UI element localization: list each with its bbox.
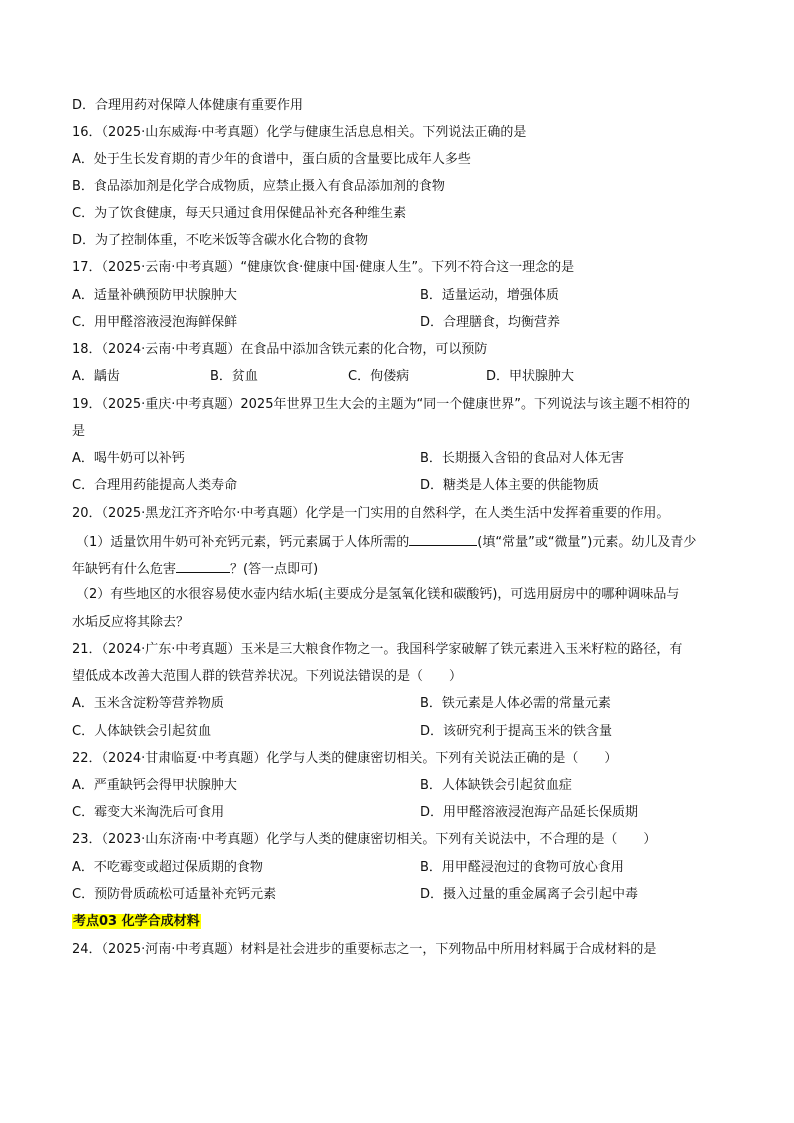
- question-19-options-row-2: [72, 476, 600, 496]
- question-17-options-row-1: [72, 286, 559, 306]
- question-21-options-row-1: [72, 694, 611, 714]
- question-21-option-c: C．人体缺铁会引起贫血: [72, 724, 212, 739]
- question-21-options-row-2: [72, 722, 613, 742]
- question-17-options-row-2: [72, 313, 561, 333]
- question-20-part-1-text-c: 年缺钙有什么危害: [72, 562, 177, 577]
- question-19-option-c: C．合理用药能提高人类寿命: [72, 478, 238, 493]
- question-18-options-row: [72, 367, 575, 387]
- question-17-option-c: C．用甲醛溶液浸泡海鲜保鲜: [72, 315, 238, 330]
- question-19-option-a: A．喝牛奶可以补钙: [72, 451, 185, 466]
- question-21-stem-line-1: 21．（2024·广东·中考真题）玉米是三大粮食作物之一。我国科学家破解了铁元素进入玉米籽粒的路径，有: [72, 642, 683, 657]
- question-19-stem-line-2: 是: [72, 424, 86, 439]
- question-19-stem-line-1: 19．（2025·重庆·中考真题）2025年世界卫生大会的主题为“同一个健康世界”。下列说法与该主题不相符的: [72, 397, 690, 412]
- question-20-part-1-text-a: （1）适量饮用牛奶可补充钙元素，钙元素属于人体所需的: [76, 535, 410, 550]
- question-21-option-d: D．该研究利于提高玉米的铁含量: [420, 724, 613, 739]
- question-18-option-a: A．龋齿: [72, 369, 120, 384]
- question-20-part-1-text-d: ？(答一点即可): [230, 562, 319, 577]
- question-21-stem-line-2: 望低成本改善大范围人群的铁营养状况。下列说法错误的是（ ）: [72, 669, 463, 684]
- question-22-options-row-1: [72, 776, 572, 796]
- question-16-option-d: D．为了控制体重，不吃米饭等含碳水化合物的食物: [72, 233, 369, 248]
- question-23-option-a: A．不吃霉变或超过保质期的食物: [72, 860, 263, 875]
- question-18-option-b: B．贫血: [210, 369, 258, 384]
- question-22-option-d: D．用甲醛溶液浸泡海产品延长保质期: [420, 805, 639, 820]
- option-line: D．合理用药对保障人体健康有重要作用: [72, 98, 304, 113]
- question-20-part-1-line-2: [72, 558, 318, 580]
- question-23-stem: 23．（2023·山东济南·中考真题）化学与人类的健康密切相关。下列有关说法中，不合理的是（ ）: [72, 832, 657, 847]
- question-18-option-d: D．甲状腺肿大: [486, 369, 575, 384]
- question-23-options-row-2: [72, 885, 639, 905]
- question-18-option-c: C．佝偻病: [348, 369, 410, 384]
- question-22-option-c: C．霉变大米淘洗后可食用: [72, 805, 225, 820]
- section-heading-line: [72, 912, 201, 932]
- question-21-option-a: A．玉米含淀粉等营养物质: [72, 696, 224, 711]
- question-23-option-c: C．预防骨质疏松可适量补充钙元素: [72, 887, 277, 902]
- section-heading: 考点03 化学合成材料: [73, 914, 200, 929]
- question-20-part-2-line-2: 水垢反应将其除去？: [72, 615, 190, 630]
- question-19-options-row-1: [72, 449, 624, 469]
- question-20-stem: 20．（2025·黑龙江齐齐哈尔·中考真题）化学是一门实用的自然科学，在人类生活中发挥着重要的作用。: [72, 506, 670, 521]
- question-16-option-a: A．处于生长发育期的青少年的食谱中，蛋白质的含量要比成年人多些: [72, 152, 471, 167]
- question-17-option-a: A．适量补碘预防甲状腺肿大: [72, 288, 237, 303]
- question-23-option-d: D．摄入过量的重金属离子会引起中毒: [420, 887, 639, 902]
- question-21-option-b: B．铁元素是人体必需的常量元素: [420, 696, 611, 711]
- question-22-option-a: A．严重缺钙会得甲状腺肿大: [72, 778, 237, 793]
- question-19-option-d: D．糖类是人体主要的供能物质: [420, 478, 600, 493]
- question-16-option-b: B．食品添加剂是化学合成物质，应禁止摄入有食品添加剂的食物: [72, 179, 445, 194]
- question-17-option-d: D．合理膳食，均衡营养: [420, 315, 561, 330]
- question-16-option-c: C．为了饮食健康，每天只通过食用保健品补充各种维生素: [72, 206, 407, 221]
- question-24-stem: 24．（2025·河南·中考真题）材料是社会进步的重要标志之一，下列物品中所用材料属于合成材料的是: [72, 942, 657, 957]
- question-22-stem: 22．（2024·甘肃临夏·中考真题）化学与人类的健康密切相关。下列有关说法正确的是（ ）: [72, 751, 618, 766]
- question-18-stem: 18．（2024·云南·中考真题）在食品中添加含铁元素的化合物，可以预防: [72, 342, 488, 357]
- answer-blank: [176, 558, 230, 573]
- answer-blank: [409, 531, 477, 546]
- question-23-options-row-1: [72, 858, 624, 878]
- question-22-options-row-2: [72, 803, 639, 823]
- question-22-option-b: B．人体缺铁会引起贫血症: [420, 778, 572, 793]
- question-20-part-1-line-1: [76, 531, 696, 553]
- question-23-option-b: B．用甲醛浸泡过的食物可放心食用: [420, 860, 624, 875]
- question-20-part-1-text-b: (填“常量”或“微量”)元素。幼儿及青少: [477, 535, 697, 550]
- question-17-option-b: B．适量运动，增强体质: [420, 288, 559, 303]
- question-19-option-b: B．长期摄入含铅的食品对人体无害: [420, 451, 624, 466]
- question-20-part-2-line-1: （2）有些地区的水很容易使水壶内结水垢(主要成分是氢氧化镁和碳酸钙)，可选用厨房中的哪种调味品与: [76, 587, 680, 602]
- question-17-stem: 17．（2025·云南·中考真题）“健康饮食·健康中国·健康人生”。下列不符合这一理念的是: [72, 260, 575, 275]
- question-16-stem: 16．（2025·山东威海·中考真题）化学与健康生活息息相关。下列说法正确的是: [72, 125, 527, 140]
